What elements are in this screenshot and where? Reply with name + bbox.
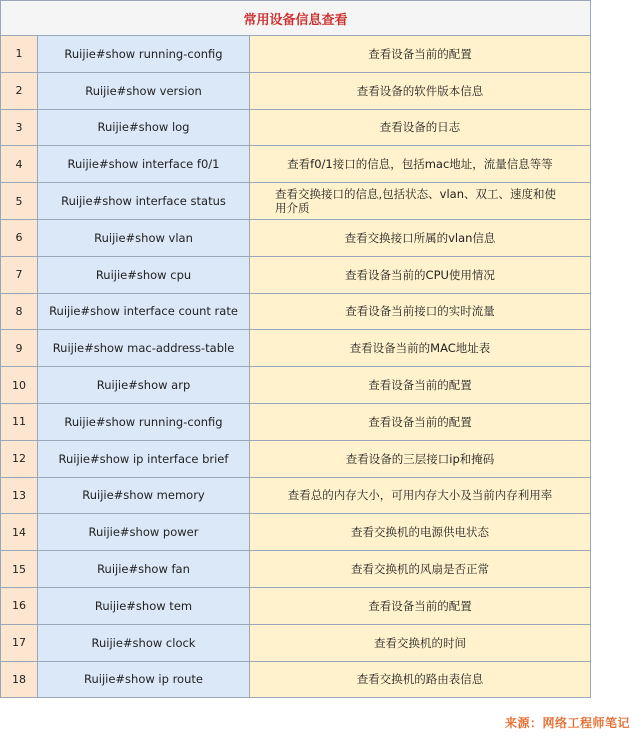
description-cell <box>250 662 590 698</box>
command-cell: Ruijie#show power <box>38 514 250 550</box>
description-text: 查看设备的软件版本信息 <box>356 83 484 98</box>
row-number: 11 <box>1 404 38 440</box>
row-number: 12 <box>1 441 38 477</box>
description-cell <box>250 404 590 440</box>
description-text: 查看设备当前的MAC地址表 <box>349 341 491 356</box>
description-text: 查看f0/1接口的信息，包括mac地址，流量信息等等 <box>287 157 553 172</box>
description-cell <box>250 110 590 146</box>
row-number: 13 <box>1 478 38 514</box>
table-row <box>1 257 590 294</box>
table-row <box>1 110 590 147</box>
row-number: 6 <box>1 220 38 256</box>
description-cell <box>250 73 590 109</box>
description-cell <box>250 625 590 661</box>
row-number: 8 <box>1 294 38 330</box>
description-cell <box>250 588 590 624</box>
table-title: 常用设备信息查看 <box>1 0 590 36</box>
table-row <box>1 514 590 551</box>
row-number: 7 <box>1 257 38 293</box>
command-cell: Ruijie#show ip route <box>38 662 250 698</box>
description-text: 查看交换机的时间 <box>374 635 466 650</box>
description-text: 查看设备的三层接口ip和掩码 <box>345 451 495 466</box>
command-cell: Ruijie#show interface f0/1 <box>38 146 250 182</box>
row-number: 5 <box>1 183 38 219</box>
row-number: 4 <box>1 146 38 182</box>
description-text: 查看交换机的风扇是否正常 <box>351 562 489 577</box>
description-text: 查看交换机的电源供电状态 <box>351 525 489 540</box>
description-text: 查看设备当前的配置 <box>368 414 472 429</box>
description-cell <box>250 330 590 366</box>
description-cell <box>250 146 590 182</box>
description-text: 查看设备当前的配置 <box>368 598 472 613</box>
command-cell: Ruijie#show interface count rate <box>38 294 250 330</box>
description-text: 查看交换机的路由表信息 <box>356 672 484 687</box>
description-cell <box>250 294 590 330</box>
table-row <box>1 551 590 588</box>
command-cell: Ruijie#show tem <box>38 588 250 624</box>
table-row <box>1 367 590 404</box>
command-cell: Ruijie#show running-config <box>38 36 250 72</box>
table-row <box>1 146 590 183</box>
row-number: 16 <box>1 588 38 624</box>
row-number: 14 <box>1 514 38 550</box>
table-row <box>1 662 590 699</box>
command-cell: Ruijie#show vlan <box>38 220 250 256</box>
command-cell: Ruijie#show interface status <box>38 183 250 219</box>
command-cell: Ruijie#show mac-address-table <box>38 330 250 366</box>
command-cell: Ruijie#show cpu <box>38 257 250 293</box>
description-cell <box>250 36 590 72</box>
table-body <box>1 36 590 698</box>
table-row <box>1 330 590 367</box>
description-text: 查看总的内存大小，可用内存大小及当前内存利用率 <box>287 488 553 503</box>
description-cell <box>250 478 590 514</box>
table-row <box>1 36 590 73</box>
row-number: 15 <box>1 551 38 587</box>
source-watermark: 来源：网络工程师笔记 <box>504 716 630 730</box>
row-number: 18 <box>1 662 38 698</box>
description-text: 查看设备当前的配置 <box>368 46 472 61</box>
table-row <box>1 294 590 331</box>
description-text: 查看设备当前的CPU使用情况 <box>345 267 495 282</box>
row-number: 17 <box>1 625 38 661</box>
table-row <box>1 73 590 110</box>
description-cell <box>250 551 590 587</box>
description-cell <box>250 441 590 477</box>
description-cell <box>250 367 590 403</box>
table-row <box>1 478 590 515</box>
table-row <box>1 220 590 257</box>
command-cell: Ruijie#show memory <box>38 478 250 514</box>
description-cell <box>250 514 590 550</box>
description-text: 查看交换接口的信息,包括状态、vlan、双工、速度和使用介质 <box>275 187 556 216</box>
description-text: 查看交换接口所属的vlan信息 <box>344 230 496 245</box>
description-text: 查看设备的日志 <box>379 120 461 135</box>
row-number: 2 <box>1 73 38 109</box>
table-row <box>1 625 590 662</box>
row-number: 9 <box>1 330 38 366</box>
command-cell: Ruijie#show ip interface brief <box>38 441 250 477</box>
description-cell <box>250 220 590 256</box>
row-number: 1 <box>1 36 38 72</box>
row-number: 3 <box>1 110 38 146</box>
description-cell <box>250 183 590 219</box>
command-cell: Ruijie#show fan <box>38 551 250 587</box>
description-cell <box>250 257 590 293</box>
row-number: 10 <box>1 367 38 403</box>
table-row <box>1 588 590 625</box>
command-cell: Ruijie#show clock <box>38 625 250 661</box>
command-cell: Ruijie#show running-config <box>38 404 250 440</box>
table-row <box>1 404 590 441</box>
command-cell: Ruijie#show version <box>38 73 250 109</box>
description-text: 查看设备当前的配置 <box>368 378 472 393</box>
table-row <box>1 183 590 220</box>
command-cell: Ruijie#show arp <box>38 367 250 403</box>
table-row <box>1 441 590 478</box>
command-cell: Ruijie#show log <box>38 110 250 146</box>
description-text: 查看设备当前接口的实时流量 <box>345 304 495 319</box>
